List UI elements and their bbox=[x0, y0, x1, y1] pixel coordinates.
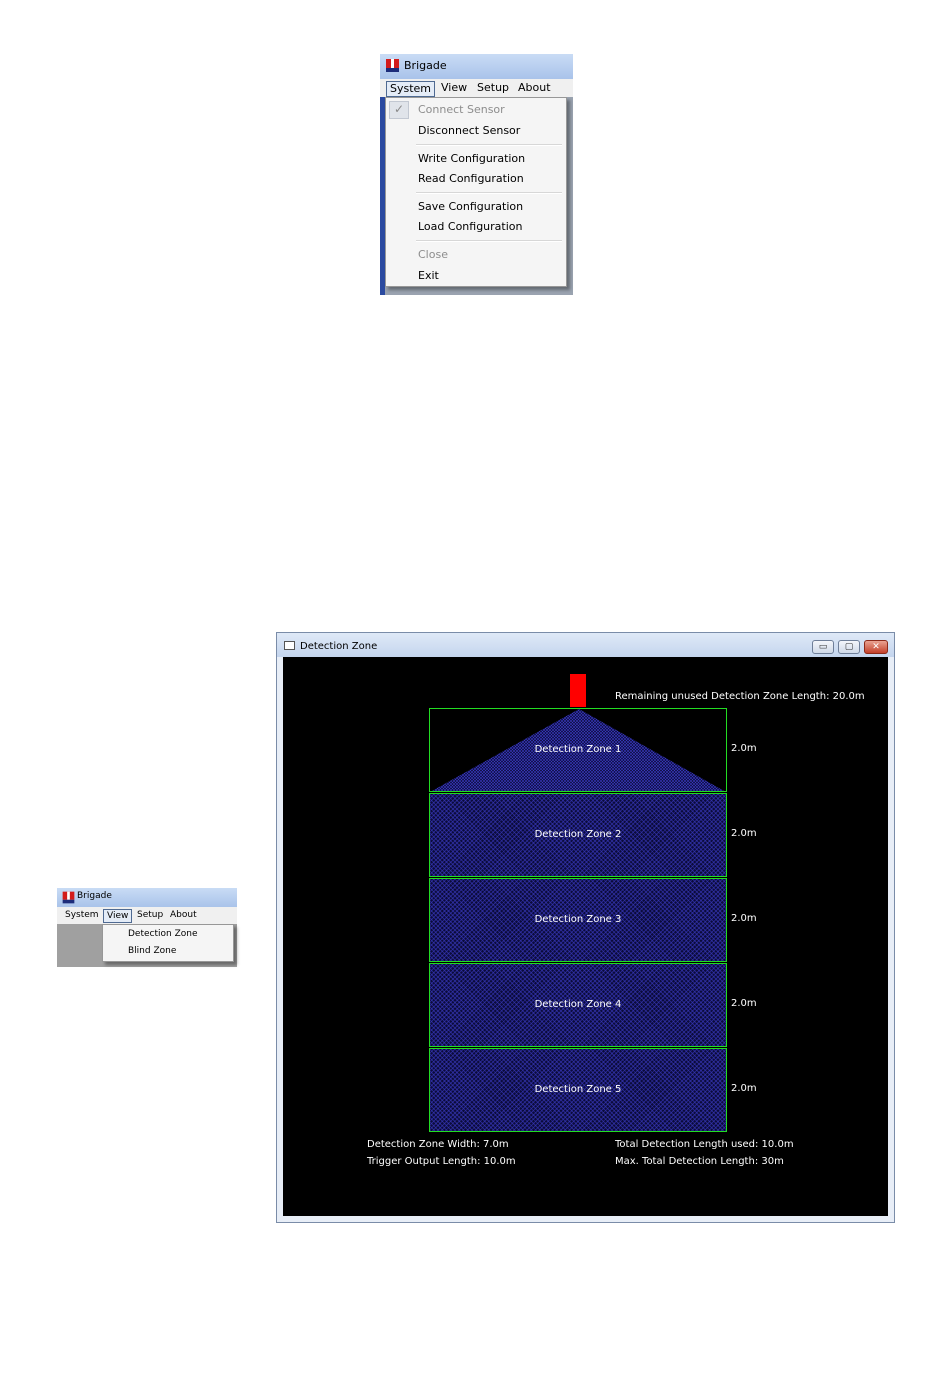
detection-zone-3[interactable] bbox=[429, 878, 727, 962]
menu-view[interactable]: View bbox=[441, 81, 468, 94]
menu-item-blind-zone[interactable]: Blind Zone bbox=[128, 946, 177, 956]
menu-about[interactable]: About bbox=[170, 910, 197, 920]
title-bar bbox=[57, 888, 237, 907]
detection-zone-4[interactable] bbox=[429, 963, 727, 1047]
minimize-button[interactable]: ▭ bbox=[812, 640, 834, 654]
zone-label: Detection Zone 3 bbox=[534, 914, 622, 925]
window-title: Detection Zone bbox=[300, 641, 378, 652]
menu-item-close[interactable]: Close bbox=[418, 248, 448, 261]
detection-zone-5[interactable] bbox=[429, 1048, 727, 1132]
menu-separator bbox=[416, 192, 562, 194]
detection-zone-canvas bbox=[283, 657, 888, 1216]
zone-length: 2.0m bbox=[731, 913, 757, 924]
view-menu-window bbox=[57, 888, 237, 967]
detection-zone-2[interactable] bbox=[429, 793, 727, 877]
zone-length: 2.0m bbox=[731, 998, 757, 1009]
menu-item-disconnect-sensor[interactable]: Disconnect Sensor bbox=[418, 124, 521, 137]
menu-separator bbox=[416, 240, 562, 242]
remaining-length-text: Remaining unused Detection Zone Length: 20.0m bbox=[615, 691, 865, 702]
zone-label: Detection Zone 4 bbox=[534, 999, 622, 1010]
menu-system[interactable]: System bbox=[386, 81, 435, 97]
window-icon bbox=[284, 641, 295, 650]
menu-separator bbox=[416, 144, 562, 146]
detection-zone-1[interactable] bbox=[429, 708, 727, 792]
menu-item-detection-zone[interactable]: Detection Zone bbox=[128, 929, 198, 939]
menu-bar bbox=[380, 79, 573, 97]
zone-label: Detection Zone 2 bbox=[534, 829, 622, 840]
menu-bar bbox=[57, 907, 237, 924]
max-total-length-text: Max. Total Detection Length: 30m bbox=[615, 1156, 784, 1167]
menu-view[interactable]: View bbox=[103, 909, 132, 923]
menu-about[interactable]: About bbox=[518, 81, 551, 94]
menu-item-load-configuration[interactable]: Load Configuration bbox=[418, 220, 523, 233]
menu-item-connect-sensor[interactable]: Connect Sensor bbox=[418, 103, 505, 116]
menu-setup[interactable]: Setup bbox=[137, 910, 164, 920]
zone-width-text: Detection Zone Width: 7.0m bbox=[367, 1139, 509, 1150]
close-button[interactable]: ✕ bbox=[864, 640, 888, 654]
brigade-logo-icon bbox=[386, 59, 399, 72]
system-dropdown bbox=[385, 97, 567, 287]
menu-item-write-configuration[interactable]: Write Configuration bbox=[418, 152, 526, 165]
menu-setup[interactable]: Setup bbox=[477, 81, 510, 94]
menu-item-save-configuration[interactable]: Save Configuration bbox=[418, 200, 524, 213]
title-bar bbox=[380, 54, 573, 79]
app-title: Brigade bbox=[77, 891, 112, 901]
zone-length: 2.0m bbox=[731, 743, 757, 754]
menu-system[interactable]: System bbox=[65, 910, 99, 920]
total-length-used-text: Total Detection Length used: 10.0m bbox=[615, 1139, 794, 1150]
detection-zone-window bbox=[276, 632, 895, 1223]
zone-length: 2.0m bbox=[731, 828, 757, 839]
zone-length: 2.0m bbox=[731, 1083, 757, 1094]
maximize-button[interactable]: ▢ bbox=[838, 640, 860, 654]
brigade-logo-icon bbox=[63, 892, 75, 904]
menu-item-exit[interactable]: Exit bbox=[418, 269, 439, 282]
system-menu-window bbox=[380, 54, 573, 295]
app-title: Brigade bbox=[404, 59, 447, 72]
zone-label: Detection Zone 1 bbox=[534, 744, 622, 755]
check-mark-icon: ✓ bbox=[394, 102, 405, 116]
sensor-icon bbox=[570, 674, 586, 707]
view-dropdown bbox=[102, 924, 234, 962]
title-bar bbox=[277, 633, 894, 657]
trigger-output-text: Trigger Output Length: 10.0m bbox=[367, 1156, 516, 1167]
menu-item-read-configuration[interactable]: Read Configuration bbox=[418, 172, 524, 185]
zone-label: Detection Zone 5 bbox=[534, 1084, 622, 1095]
